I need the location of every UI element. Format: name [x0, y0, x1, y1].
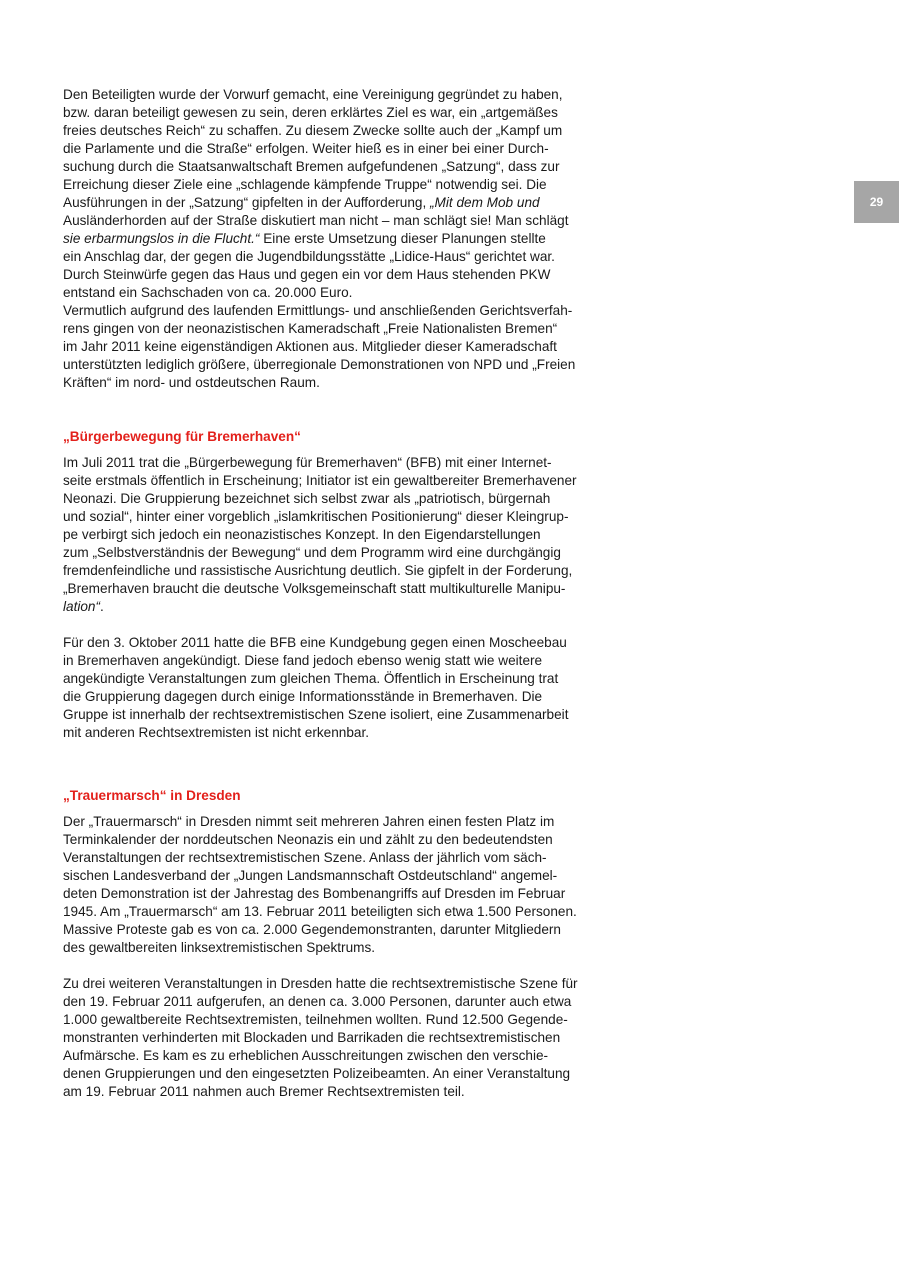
text-line: bzw. daran beteiligt gewesen zu sein, deren erklärtes Ziel es war, ein „artgemäßes	[63, 105, 558, 120]
text-line: den 19. Februar 2011 aufgerufen, an denen ca. 3.000 Personen, darunter auch etwa	[63, 994, 572, 1009]
text-line: 1945. Am „Trauermarsch“ am 13. Februar 2011 beteiligten sich etwa 1.500 Personen.	[63, 904, 577, 919]
text-line: Veranstaltungen der rechtsextremistischen Szene. Anlass der jährlich vom säch-	[63, 850, 547, 865]
text-line: Neonazi. Die Gruppierung bezeichnet sich selbst zwar als „patriotisch, bürgernah	[63, 491, 551, 506]
dresden-paragraph-2	[63, 975, 611, 1101]
text-line: zum „Selbstverständnis der Bewegung“ und dem Programm wird eine durchgängig	[63, 545, 561, 560]
text-segment: .	[100, 599, 104, 614]
text-line	[63, 230, 611, 248]
text-line: Aufmärsche. Es kam es zu erheblichen Ausschreitungen zwischen den verschie-	[63, 1048, 549, 1063]
intro-paragraph	[63, 86, 611, 392]
section-heading-bfb: „Bürgerbewegung für Bremerhaven“	[63, 429, 301, 444]
text-line	[63, 598, 611, 616]
text-line: Für den 3. Oktober 2011 hatte die BFB eine Kundgebung gegen einen Moscheebau	[63, 635, 567, 650]
page-number: 29	[854, 181, 899, 223]
text-line: des gewaltbereiten linksextremistischen Spektrums.	[63, 940, 376, 955]
text-line: fremdenfeindliche und rassistische Ausrichtung deutlich. Sie gipfelt in der Forderung,	[63, 563, 573, 578]
text-line: angekündigte Veranstaltungen zum gleichen Thema. Öffentlich in Erscheinung trat	[63, 671, 559, 686]
section-heading-dresden: „Trauermarsch“ in Dresden	[63, 788, 241, 803]
text-line: suchung durch die Staatsanwaltschaft Bremen aufgefundenen „Satzung“, dass zur	[63, 159, 560, 174]
quote-italic: sie erbarmungslos in die Flucht.“	[63, 231, 260, 246]
text-line: entstand ein Sachschaden von ca. 20.000 Euro.	[63, 285, 353, 300]
text-line: Zu drei weiteren Veranstaltungen in Dresden hatte die rechtsextremistische Szene für	[63, 976, 578, 991]
bfb-paragraph-2	[63, 634, 611, 742]
text-line: Gruppe ist innerhalb der rechtsextremistischen Szene isoliert, eine Zusammenarbeit	[63, 707, 569, 722]
text-line: seite erstmals öffentlich in Erscheinung; Initiator ist ein gewaltbereiter Bremerhavener	[63, 473, 577, 488]
text-line: Den Beteiligten wurde der Vorwurf gemacht, eine Vereinigung gegründet zu haben,	[63, 87, 563, 102]
text-line: unterstützten lediglich größere, überregionale Demonstrationen von NPD und „Freien	[63, 357, 576, 372]
text-line: Erreichung dieser Ziele eine „schlagende kämpfende Truppe“ notwendig sei. Die	[63, 177, 547, 192]
text-line: Massive Proteste gab es von ca. 2.000 Gegendemonstranten, darunter Mitgliedern	[63, 922, 561, 937]
dresden-paragraph-1	[63, 813, 611, 957]
bfb-paragraph-1	[63, 454, 611, 616]
text-line: deten Demonstration ist der Jahrestag des Bombenangriffs auf Dresden im Februar	[63, 886, 566, 901]
quote-italic: „Mit dem Mob und	[430, 195, 540, 210]
text-line: im Jahr 2011 keine eigenständigen Aktionen aus. Mitglieder dieser Kameradschaft	[63, 339, 557, 354]
text-line: denen Gruppierungen und den eingesetzten Polizeibeamten. An einer Veranstaltung	[63, 1066, 571, 1081]
text-line: die Gruppierung dagegen durch einige Informationsstände in Bremerhaven. Die	[63, 689, 543, 704]
text-line: mit anderen Rechtsextremisten ist nicht erkennbar.	[63, 725, 370, 740]
text-line: sischen Landesverband der „Jungen Landsmannschaft Ostdeutschland“ angemel-	[63, 868, 558, 883]
text-line: am 19. Februar 2011 nahmen auch Bremer Rechtsextremisten teil.	[63, 1084, 465, 1099]
text-segment: Ausführungen in der „Satzung“ gipfelten in der Aufforderung,	[63, 195, 431, 210]
text-line: Terminkalender der norddeutschen Neonazis ein und zählt zu den bedeutendsten	[63, 832, 553, 847]
text-line: rens gingen von der neonazistischen Kameradschaft „Freie Nationalisten Bremen“	[63, 321, 558, 336]
text-line: 1.000 gewaltbereite Rechtsextremisten, teilnehmen wollten. Rund 12.500 Gegende-	[63, 1012, 568, 1027]
text-line: Vermutlich aufgrund des laufenden Ermittlungs- und anschließenden Gerichtsverfah-	[63, 303, 573, 318]
text-line: freies deutsches Reich“ zu schaffen. Zu diesem Zwecke sollte auch der „Kampf um	[63, 123, 563, 138]
text-line: in Bremerhaven angekündigt. Diese fand jedoch ebenso wenig statt wie weitere	[63, 653, 543, 668]
text-line: monstranten verhinderten mit Blockaden und Barrikaden die rechtsextremistischen	[63, 1030, 561, 1045]
text-line: die Parlamente und die Straße“ erfolgen. Weiter hieß es in einer bei einer Durch-	[63, 141, 549, 156]
text-line: ein Anschlag dar, der gegen die Jugendbildungsstätte „Lidice-Haus“ gerichtet war.	[63, 249, 555, 264]
page-body	[63, 86, 611, 1101]
text-segment: Eine erste Umsetzung dieser Planungen stellte	[259, 231, 546, 246]
text-line: Kräften“ im nord- und ostdeutschen Raum.	[63, 375, 320, 390]
quote-italic-line: Ausländerhorden auf der Straße diskutiert man nicht – man schlägt sie! Man schlägt	[63, 213, 569, 228]
text-line: Der „Trauermarsch“ in Dresden nimmt seit mehreren Jahren einen festen Platz im	[63, 814, 555, 829]
quote-italic-line: „Bremerhaven braucht die deutsche Volksgemeinschaft statt multikulturelle Manipu-	[63, 581, 566, 596]
text-line	[63, 194, 611, 212]
quote-italic: lation“	[63, 599, 101, 614]
text-line: und sozial“, hinter einer vorgeblich „islamkritischen Positionierung“ dieser Kleingrup-	[63, 509, 569, 524]
text-line: pe verbirgt sich jedoch ein neonazistisches Konzept. In den Eigendarstellungen	[63, 527, 541, 542]
text-line: Durch Steinwürfe gegen das Haus und gegen ein vor dem Haus stehenden PKW	[63, 267, 551, 282]
text-line: Im Juli 2011 trat die „Bürgerbewegung für Bremerhaven“ (BFB) mit einer Internet-	[63, 455, 552, 470]
